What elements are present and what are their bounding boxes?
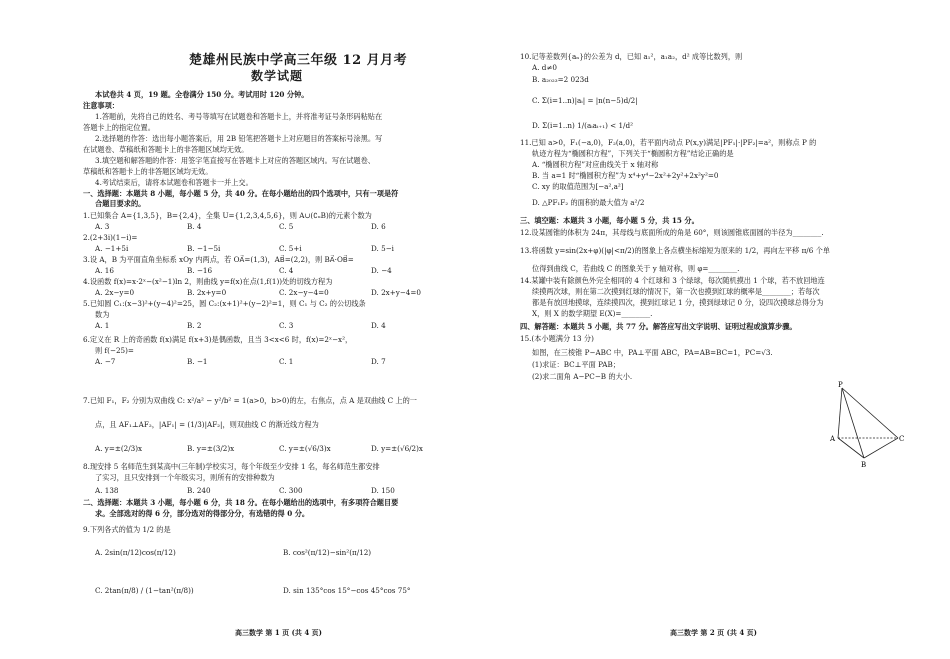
- tetrahedron-figure: [828, 380, 904, 470]
- q5-option-b: B. 2: [187, 321, 202, 330]
- q3-option-a: A. 16: [95, 266, 114, 275]
- note-line: 在试题卷、草稿纸和答题卡上的非答题区域均无效。: [83, 145, 249, 154]
- note-line: 2.选择题的作答：选出每小题答案后，用 2B 铅笔把答题卡上对应题目的答案标号涂黑。写: [95, 134, 383, 143]
- question-13: 13.将函数 y=sin(2x+φ)(|φ|<π/2)的图象上各点横坐标缩短为原来的 1/2，再向左平移 π/6 个单: [520, 246, 830, 255]
- exam-title: 楚雄州民族中学高三年级 12 月月考: [189, 53, 408, 68]
- question-7-cont: 点，且 AF₁⊥AF₂，|AF₁| = (1/3)|AF₂|，则双曲线 C 的渐近线方程为: [95, 420, 319, 429]
- q4-option-a: A. 2x−y=0: [95, 288, 135, 297]
- exam-subtitle: 数学试题: [251, 69, 304, 83]
- q7-option-c: C. y=±(√6/3)x: [279, 444, 331, 453]
- q4-option-b: B. 2x+y=0: [187, 288, 227, 297]
- q5-option-d: D. 4: [371, 321, 386, 330]
- q9-option-b: B. cos²(π/12)−sin²(π/12): [283, 548, 372, 557]
- q3-option-c: C. 4: [279, 266, 294, 275]
- q11-option-a: A. “椭圆积方程”对应曲线关于 x 轴对称: [532, 160, 659, 169]
- edge-bc: [864, 438, 898, 458]
- question-15-body: 如图，在三棱锥 P−ABC 中，PA⊥平面 ABC，PA=AB=BC=1，PC=√3.: [532, 348, 773, 357]
- question-15-title: 15.(本小题满分 13 分): [520, 334, 594, 343]
- edge-pb: [842, 388, 864, 458]
- section2-heading: 二、选择题：本题共 3 小题，每小题 6 分，共 18 分。在每小题给出的选项中，有多项符合题目要: [83, 498, 399, 507]
- question-5-cont: 数为: [95, 310, 110, 319]
- exam-intro: 本试卷共 4 页，19 题。全卷满分 150 分。考试用时 120 分钟。: [95, 90, 309, 99]
- notes-heading: 注意事项：: [83, 101, 119, 110]
- q3-option-d: D. −4: [371, 266, 392, 275]
- note-line: 1.答题前，先将自己的姓名、考号等填写在试题卷和答题卡上，并将准考证号条形码粘贴在: [95, 112, 383, 121]
- footer-left: 高三数学 第 1 页 (共 4 页): [235, 628, 322, 637]
- q1-option-d: D. 6: [371, 222, 386, 231]
- question-13-cont: 位得到曲线 C，若曲线 C 的图象关于 y 轴对称，则 φ=________.: [532, 264, 740, 273]
- q1-option-c: C. 5: [279, 222, 294, 231]
- question-6: 6.定义在 R 上的奇函数 f(x)满足 f(x+3)是偶函数，且当 3<x<6 时，f(x)=2ˣ−x²，: [83, 335, 353, 344]
- label-c: C: [899, 435, 904, 443]
- question-7: 7.已知 F₁，F₂ 分别为双曲线 C: x²/a² − y²/b² = 1(a>0，b>0)的左，右焦点，点 A 是双曲线 C 上的一: [83, 396, 417, 405]
- q10-option-b: B. a₂₀₂₃=2 023d: [532, 75, 589, 84]
- question-14-line3: 都是有放回地摸球，连续摸四次，摸到红球记 1 分，摸到绿球记 0 分，设四次摸球总得分为: [532, 298, 824, 307]
- note-line: 草稿纸和答题卡上的非答题区域均无效。: [83, 167, 213, 176]
- edge-pa: [838, 388, 842, 438]
- section1-heading-cont: 合题目要求的。: [95, 199, 146, 208]
- q9-option-d: D. sin 135°cos 15°−cos 45°cos 75°: [283, 586, 411, 595]
- edge-pc: [842, 388, 898, 438]
- q7-option-a: A. y=±(2/3)x: [95, 444, 143, 453]
- question-8-cont: 了实习，且只安排到一个年级实习，则所有的安排种数为: [95, 473, 275, 482]
- question-9: 9.下列各式的值为 1/2 的是: [83, 525, 171, 534]
- q3-option-b: B. −16: [187, 266, 213, 275]
- question-4: 4.设函数 f(x)=x·2ˣ−(x²−1)ln 2，则曲线 y=f(x)在点(1,f(1))处的切线方程为: [83, 277, 333, 286]
- section2-heading-cont: 求。全部选对的得 6 分，部分选对的得部分分，有选错的得 0 分。: [95, 509, 310, 518]
- q9-option-c: C. 2tan(π/8) / (1−tan²(π/8)): [95, 586, 194, 595]
- q8-option-c: C. 300: [279, 486, 303, 495]
- question-10: 10.记等差数列{aₙ}的公差为 d，已知 a₁²，a₁a₂，d² 成等比数列，则: [520, 52, 743, 61]
- q6-option-d: D. 7: [371, 357, 386, 366]
- question-14-line2: 续摸两次球，则在第二次摸到红球的情况下，第一次也摸到红球的概率是________；若每次: [532, 287, 820, 296]
- q8-option-a: A. 138: [95, 486, 119, 495]
- q11-option-d: D. △PF₁F₂ 的面积的最大值为 a²/2: [532, 198, 645, 207]
- section1-heading: 一、选择题：本题共 8 小题，每小题 5 分，共 40 分。在每小题给出的四个选项中，只有一项是符: [83, 189, 399, 198]
- q7-option-d: D. y=±(√6/2)x: [371, 444, 423, 453]
- label-p: P: [838, 381, 843, 389]
- q4-option-d: D. 2x+y−4=0: [371, 288, 421, 297]
- q1-option-b: B. 4: [187, 222, 202, 231]
- q7-option-b: B. y=±(3/2)x: [187, 444, 235, 453]
- question-11-cont: 轨迹方程为“椭圆积方程”，下列关于“椭圆积方程”结论正确的是: [532, 149, 734, 158]
- q2-option-c: C. 5+i: [279, 244, 302, 253]
- question-5: 5.已知圆 C₁:(x−3)²+(y−4)²=25，圆 C₂:(x+1)²+(y−2)²=1，则 C₁ 与 C₂ 的公切线条: [83, 299, 366, 308]
- question-15-part2: (2)求二面角 A−PC−B 的大小.: [532, 372, 633, 381]
- question-14-line4: X，则 X 的数学期望 E(X)=________.: [532, 309, 653, 318]
- q6-option-a: A. −7: [95, 357, 116, 366]
- footer-right: 高三数学 第 2 页 (共 4 页): [670, 628, 757, 637]
- section4-heading: 四、解答题：本题共 5 小题，共 77 分。解答应写出文字说明、证明过程或演算步骤。: [520, 322, 797, 331]
- question-14: 14.某罐中装有除颜色外完全相同的 4 个红球和 3 个绿球，每次随机摸出 1 个球，若不放回地连: [520, 276, 825, 285]
- question-12: 12.设某圆锥的体积为 24π，其母线与底面所成的角是 60°，则该圆锥底面圆的半径为________.: [520, 228, 824, 237]
- q10-option-c: C. Σ(i=1..n)|aᵢ| = |n(n−5)d/2|: [532, 96, 638, 105]
- q2-option-d: D. 5−i: [371, 244, 394, 253]
- q1-option-a: A. 3: [95, 222, 110, 231]
- note-line: 4.考试结束后，请将本试题卷和答题卡一并上交。: [95, 178, 253, 187]
- question-1: 1.已知集合 A={1,3,5}，B={2,4}，全集 U={1,2,3,4,5,6}，则 A∪(∁ᵤB)的元素个数为: [83, 211, 372, 220]
- q5-option-c: C. 3: [279, 321, 294, 330]
- question-11: 11.已知 a>0，F₁(−a,0)，F₂(a,0)，若平面内动点 P(x,y)满足|PF₁|·|PF₂|=a²，则称点 P 的: [520, 138, 817, 147]
- note-line: 3.填空题和解答题的作答：用签字笔直接写在答题卡上对应的答题区域内。写在试题卷、: [95, 156, 375, 165]
- q8-option-d: D. 150: [371, 486, 395, 495]
- q11-option-b: B. 当 a=1 时“椭圆积方程”为 x⁴+y⁴−2x²+2y²+2x²y²=0: [532, 171, 719, 180]
- edge-ab: [838, 438, 864, 458]
- q5-option-a: A. 1: [95, 321, 110, 330]
- q8-option-b: B. 240: [187, 486, 211, 495]
- label-a: A: [830, 435, 836, 443]
- note-line: 答题卡上的指定位置。: [83, 123, 155, 132]
- question-15-part1: (1)求证：BC⊥平面 PAB；: [532, 360, 620, 369]
- q10-option-a: A. d≠0: [532, 63, 557, 72]
- question-2: 2.(2+3i)(1−i)=: [83, 233, 138, 242]
- q4-option-c: C. 2x−y−4=0: [279, 288, 329, 297]
- q11-option-c: C. xy 的取值范围为[−a²,a²]: [532, 182, 624, 191]
- section3-heading: 三、填空题：本题共 3 小题，每小题 5 分，共 15 分。: [520, 216, 699, 225]
- q6-option-b: B. −1: [187, 357, 208, 366]
- q9-option-a: A. 2sin(π/12)cos(π/12): [95, 548, 176, 557]
- label-b: B: [861, 461, 867, 469]
- q6-option-c: C. 1: [279, 357, 294, 366]
- question-8: 8.现安排 5 名师范生到某高中(三年制)学校实习，每个年级至少安排 1 名，每名师范生都安排: [83, 462, 380, 471]
- question-6-cont: 则 f(−25)=: [95, 346, 134, 355]
- q2-option-a: A. −1+5i: [95, 244, 129, 253]
- q2-option-b: B. −1−5i: [187, 244, 221, 253]
- question-3: 3.设 A，B 为平面直角坐标系 xOy 内两点，若 OA⃗=(1,3)，AB⃗=(2,2)，则 BA⃗·OB⃗=: [83, 255, 354, 264]
- q10-option-d: D. Σ(i=1..n) 1/(aᵢaᵢ₊₁) < 1/d²: [532, 121, 633, 130]
